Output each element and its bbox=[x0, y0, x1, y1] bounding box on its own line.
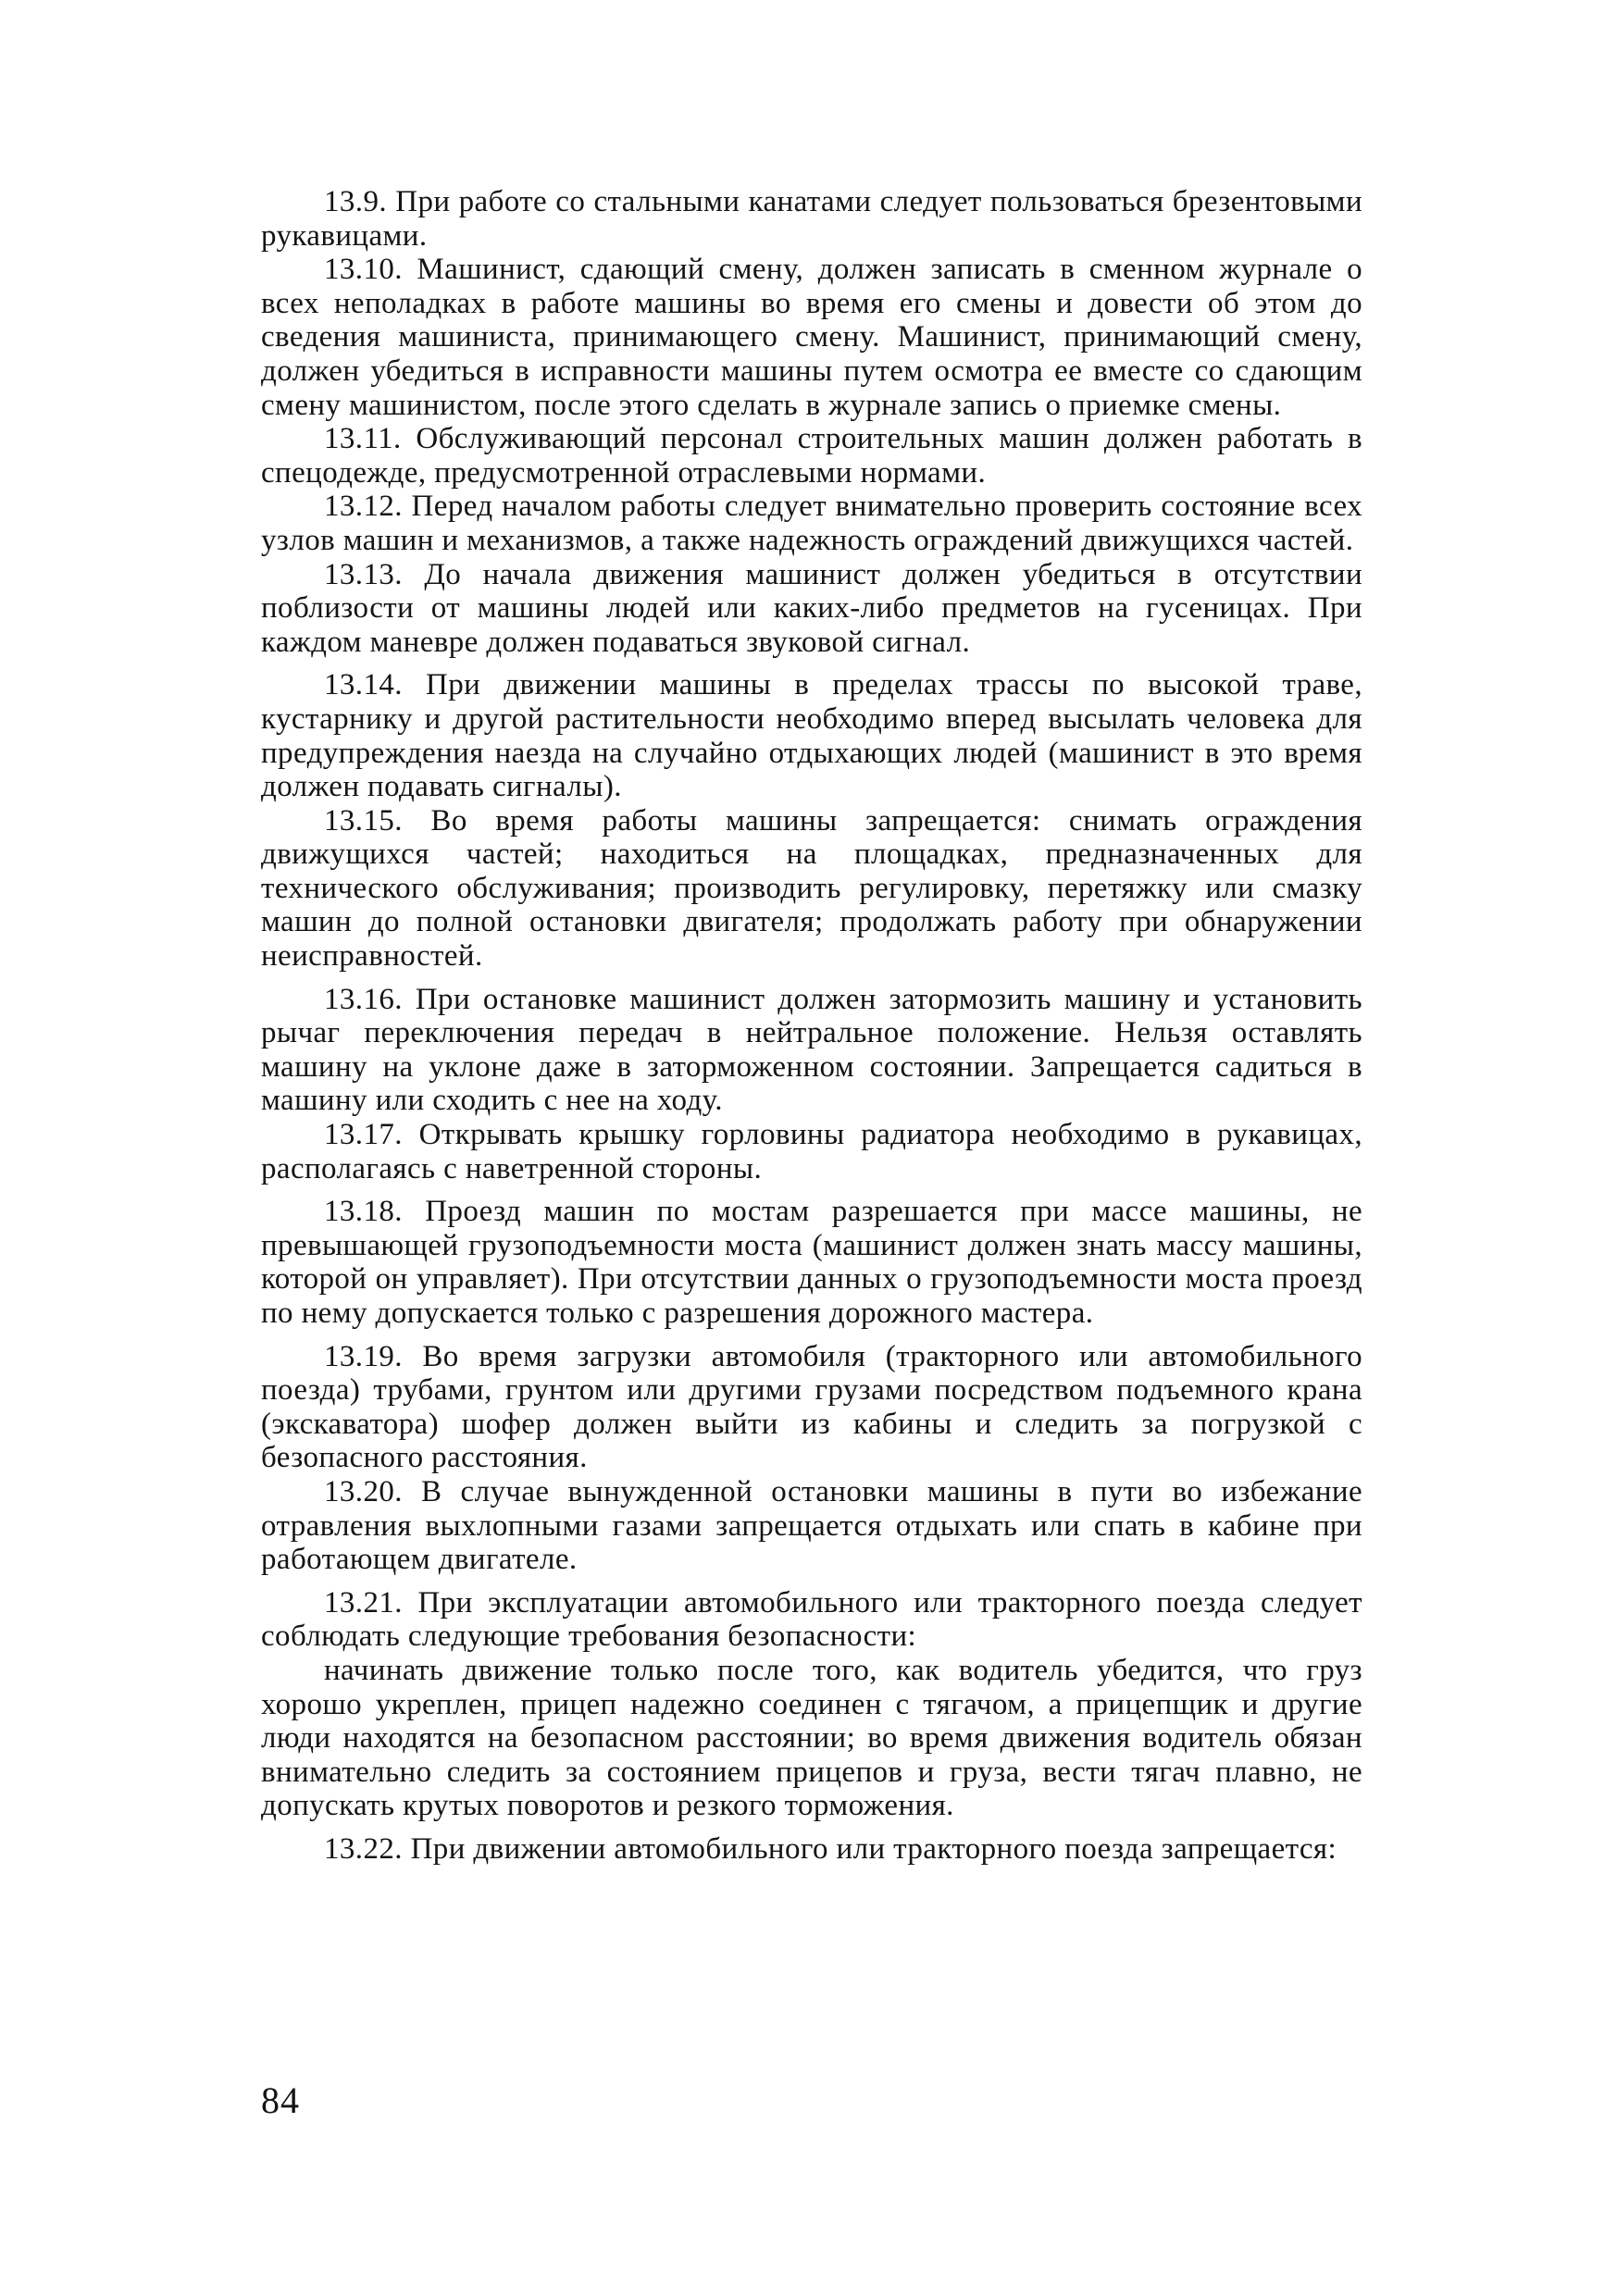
paragraph-text: начинать движение только после того, как водитель убедится, что груз хорошо укреплен, прицеп надежно соединен с тягачом, а прицепщик и другие люди находятся на безопасном расстоянии; во время движения водитель обязан внимательно следить за состоянием прицепов и груза, вести тягач плавно, не допускать крутых поворотов и резкого торможения. bbox=[261, 1653, 1362, 1823]
paragraph-13-18 bbox=[261, 1195, 1362, 1330]
paragraph-13-15 bbox=[261, 804, 1362, 974]
paragraph-text: Обслуживающий персонал строительных машин должен работать в спецодежде, предусмотренной отраслевыми нормами. bbox=[261, 422, 1362, 490]
paragraph-13-21-requirements bbox=[261, 1654, 1362, 1823]
paragraph-text: Во время работы машины запрещается: снимать ограждения движущихся частей; находиться на площадках, предназначенных для технического обслуживания; производить регулировку, перетяжку или смазку машин до полной остановки двигателя; продолжать работу при обнаружении неисправностей. bbox=[261, 803, 1363, 974]
paragraph-number: 13.16. bbox=[324, 982, 403, 1016]
paragraph-number: 13.15. bbox=[324, 803, 403, 838]
paragraph-text: При движении машины в пределах трассы по высокой траве, кустарнику и другой растительности необходимо вперед высылать человека для предупреждения наезда на случайно отдыхающих людей (машинист в это время должен подавать сигналы). bbox=[261, 668, 1362, 804]
paragraph-number: 13.11. bbox=[324, 422, 402, 456]
paragraph-13-11 bbox=[261, 422, 1362, 490]
paragraph-13-13 bbox=[261, 558, 1362, 660]
paragraph-text: Во время загрузки автомобиля (тракторного или автомобильного поезда) трубами, грунтом или другими грузами посредством подъемного крана (экскаватора) шофер должен выйти из кабины и следить за погрузкой с безопасного расстояния. bbox=[261, 1339, 1362, 1475]
paragraph-number: 13.12. bbox=[324, 490, 403, 524]
paragraph-13-10 bbox=[261, 253, 1362, 422]
paragraph-number: 13.19. bbox=[324, 1339, 403, 1373]
paragraph-number: 13.20. bbox=[324, 1474, 403, 1508]
paragraph-13-17 bbox=[261, 1118, 1362, 1185]
paragraph-number: 13.17. bbox=[324, 1118, 403, 1152]
paragraph-number: 13.13. bbox=[324, 557, 403, 591]
paragraph-number: 13.18. bbox=[324, 1195, 403, 1229]
paragraph-number: 13.14. bbox=[324, 668, 403, 702]
paragraph-text: При работе со стальными канатами следует пользоваться брезентовыми рукавицами. bbox=[261, 185, 1362, 253]
paragraph-text: При остановке машинист должен затормозить машину и установить рычаг переключения передач в нейтральное положение. Нельзя оставлять машину на уклоне даже в заторможенном состоянии. Запрещается садиться в машину или сходить с нее на ходу. bbox=[261, 982, 1362, 1118]
paragraph-13-9 bbox=[261, 185, 1362, 253]
paragraph-13-12 bbox=[261, 490, 1362, 557]
paragraph-text: При движении автомобильного или тракторного поезда запрещается: bbox=[410, 1831, 1337, 1866]
paragraph-number: 13.10. bbox=[324, 253, 403, 287]
paragraph-number: 13.22. bbox=[324, 1831, 403, 1866]
paragraph-text: Машинист, сдающий смену, должен записать в сменном журнале о всех неполадках в работе машины во время его смены и довести об этом до сведения машиниста, принимающего смену. Машинист, принимающий смену, должен убедиться в исправности машины путем осмотра ее вместе со сдающим смену машинистом, после этого сделать в журнале запись о приемке смены. bbox=[261, 253, 1362, 422]
paragraph-text: Проезд машин по мостам разрешается при массе машины, не превышающей грузоподъемности моста (машинист должен знать массу машины, которой он управляет). При отсутствии данных о грузоподъемности моста проезд по нему допускается только с разрешения дорожного мастера. bbox=[261, 1195, 1362, 1330]
page-number: 84 bbox=[261, 2079, 300, 2121]
paragraph-text: Открывать крышку горловины радиатора необходимо в рукавицах, располагаясь с наветренной стороны. bbox=[261, 1118, 1362, 1185]
paragraph-text: При эксплуатации автомобильного или тракторного поезда следует соблюдать следующие требования безопасности: bbox=[261, 1585, 1362, 1654]
paragraph-13-22 bbox=[261, 1832, 1362, 1867]
paragraph-13-16 bbox=[261, 983, 1362, 1118]
paragraph-number: 13.21. bbox=[324, 1585, 403, 1620]
paragraph-13-14 bbox=[261, 668, 1362, 803]
body-text bbox=[261, 185, 1362, 1867]
paragraph-13-21 bbox=[261, 1586, 1362, 1654]
paragraph-number: 13.9. bbox=[324, 185, 387, 218]
paragraph-13-20 bbox=[261, 1475, 1362, 1577]
paragraph-13-19 bbox=[261, 1340, 1362, 1475]
paragraph-text: Перед началом работы следует внимательно проверить состояние всех узлов машин и механизмов, а также надежность ограждений движущихся частей. bbox=[261, 490, 1362, 557]
paragraph-text: До начала движения машинист должен убедиться в отсутствии поблизости от машины людей или каких-либо предметов на гусеницах. При каждом маневре должен подаваться звуковой сигнал. bbox=[261, 557, 1362, 659]
paragraph-text: В случае вынужденной остановки машины в пути во избежание отравления выхлопными газами запрещается отдыхать или спать в кабине при работающем двигателе. bbox=[261, 1474, 1362, 1577]
